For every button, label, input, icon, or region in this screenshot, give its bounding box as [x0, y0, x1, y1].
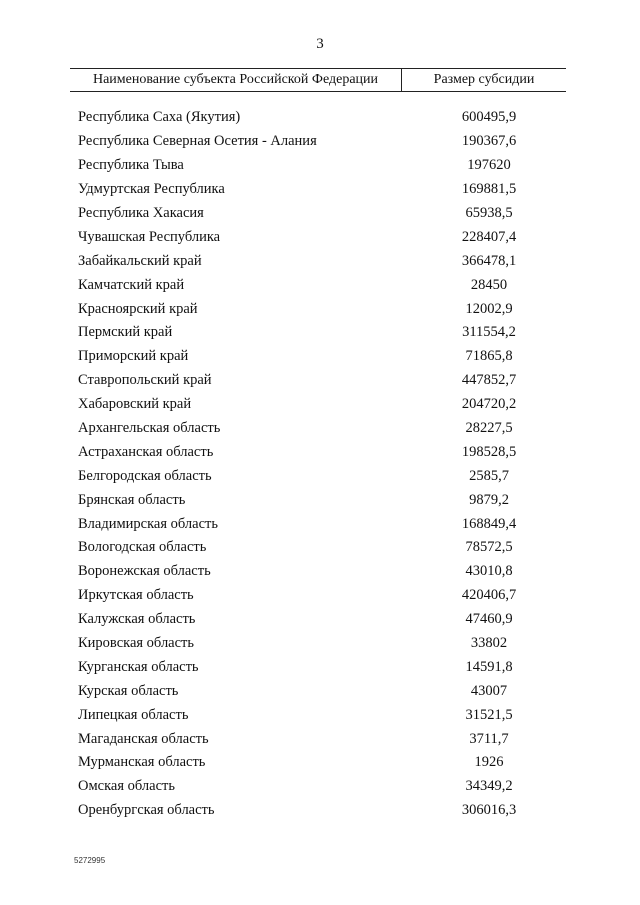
subsidy-amount-cell: 31521,5 — [465, 706, 513, 723]
table-row — [70, 369, 566, 393]
subsidy-amount-cell: 447852,7 — [461, 372, 517, 389]
region-name-cell: Удмуртская Республика — [78, 181, 225, 198]
subsidy-amount-cell: 197620 — [467, 157, 511, 174]
region-name-cell: Липецкая область — [78, 706, 189, 723]
subsidy-amount-cell: 65938,5 — [465, 205, 513, 221]
table-row — [70, 775, 566, 799]
subsidy-amount-cell: 420406,7 — [461, 587, 517, 604]
region-name-cell: Приморский край — [78, 348, 189, 365]
subsidy-amount-cell: 33802 — [470, 635, 508, 652]
region-name-cell: Камчатский край — [78, 276, 185, 293]
region-name-cell: Забайкальский край — [78, 252, 202, 269]
region-name-cell: Кировская область — [78, 635, 195, 652]
column-header-name: Наименование субъекта Российской Федерации — [70, 69, 402, 91]
subsidy-amount-cell: 34349,2 — [465, 778, 513, 795]
table-row — [70, 297, 566, 321]
table-row — [70, 130, 566, 154]
subsidy-amount-cell: 47460,9 — [465, 611, 513, 628]
table-row — [70, 345, 566, 369]
table-row — [70, 655, 566, 679]
page-number: 3 — [316, 36, 324, 52]
subsidy-amount-cell: 306016,3 — [461, 802, 517, 819]
table-row — [70, 584, 566, 608]
subsidy-amount-cell: 9879,2 — [469, 491, 509, 508]
region-name-cell: Владимирская область — [78, 515, 218, 532]
subsidy-amount-cell: 2585,7 — [469, 467, 509, 484]
region-name-cell: Красноярский край — [78, 300, 198, 317]
region-name-cell: Омская область — [78, 778, 175, 795]
table-row — [70, 440, 566, 464]
subsidy-amount-cell: 1926 — [474, 754, 504, 771]
subsidy-amount-cell: 43010,8 — [465, 563, 513, 580]
region-name-cell: Магаданская область — [78, 730, 209, 747]
region-name-cell: Воронежская область — [78, 563, 211, 580]
subsidy-amount-cell: 71865,8 — [465, 348, 513, 365]
subsidy-amount-cell: 28227,5 — [465, 420, 513, 437]
region-name-cell: Брянская область — [78, 491, 186, 508]
region-name-cell: Оренбургская область — [78, 802, 215, 819]
subsidy-amount-cell: 12002,9 — [465, 300, 513, 317]
table-row — [70, 608, 566, 632]
region-name-cell: Республика Саха (Якутия) — [78, 109, 241, 126]
table-row — [70, 225, 566, 249]
subsidy-amount-cell: 366478,1 — [461, 252, 517, 269]
region-name-cell: Хабаровский край — [78, 396, 192, 413]
table-row — [70, 464, 566, 488]
table-row — [70, 727, 566, 751]
subsidy-amount-cell: 3711,7 — [469, 730, 509, 747]
table-row — [70, 703, 566, 727]
region-name-cell: Астраханская область — [78, 443, 214, 460]
subsidy-amount-cell: 198528,5 — [461, 443, 517, 460]
table-row — [70, 560, 566, 584]
table-row — [70, 393, 566, 417]
region-name-cell: Ставропольский край — [78, 372, 212, 389]
region-name-cell: Республика Тыва — [78, 157, 184, 174]
region-name-cell: Белгородская область — [78, 467, 212, 484]
column-header-amount: Размер субсидии — [433, 72, 535, 87]
region-name-cell: Республика Северная Осетия - Алания — [78, 133, 317, 150]
table-row — [70, 273, 566, 297]
table-row — [70, 154, 566, 178]
subsidy-amount-cell: 169881,5 — [461, 181, 517, 198]
subsidy-amount-cell: 600495,9 — [461, 109, 517, 126]
document-code: 5272995 — [74, 856, 106, 865]
subsidy-amount-cell: 78572,5 — [465, 539, 513, 556]
subsidy-amount-cell: 28450 — [470, 276, 508, 293]
table-row — [70, 488, 566, 512]
region-name-cell: Калужская область — [78, 611, 196, 628]
subsidy-amount-cell: 228407,4 — [461, 228, 517, 245]
region-name-cell: Республика Хакасия — [78, 205, 204, 221]
region-name-cell: Иркутская область — [78, 587, 194, 604]
table-row — [70, 417, 566, 441]
table-row — [70, 512, 566, 536]
table-row — [70, 679, 566, 703]
region-name-cell: Курганская область — [78, 658, 199, 675]
table-row — [70, 536, 566, 560]
subsidy-amount-cell: 14591,8 — [465, 658, 513, 675]
subsidy-amount-cell: 190367,6 — [461, 133, 517, 150]
table-row — [70, 799, 566, 823]
table-row — [70, 202, 566, 226]
table-row — [70, 178, 566, 202]
subsidy-table — [70, 68, 566, 823]
region-name-cell: Чувашская Республика — [78, 228, 221, 245]
subsidy-amount-cell: 311554,2 — [462, 324, 516, 341]
table-header — [70, 68, 566, 92]
subsidy-amount-cell: 168849,4 — [461, 515, 517, 532]
region-name-cell: Пермский край — [78, 324, 173, 341]
region-name-cell: Архангельская область — [78, 420, 221, 437]
region-name-cell: Курская область — [78, 682, 179, 699]
table-row — [70, 751, 566, 775]
region-name-cell: Вологодская область — [78, 539, 207, 556]
table-body — [70, 106, 566, 823]
subsidy-amount-cell: 204720,2 — [461, 396, 517, 413]
table-row — [70, 249, 566, 273]
table-row — [70, 106, 566, 130]
table-row — [70, 632, 566, 656]
subsidy-amount-cell: 43007 — [470, 682, 508, 699]
region-name-cell: Мурманская область — [78, 754, 206, 771]
table-row — [70, 321, 566, 345]
